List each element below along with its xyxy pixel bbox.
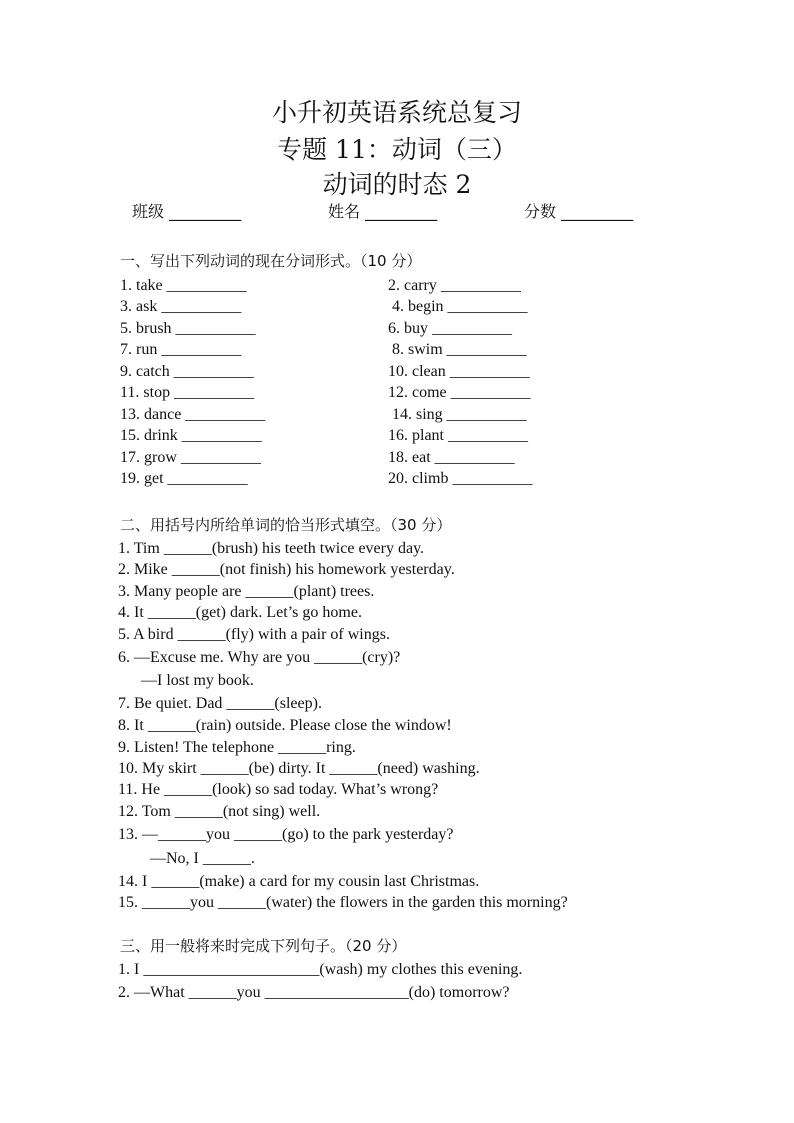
list-item[interactable]: 2. carry __________ xyxy=(388,277,521,294)
subtopic-title: 动词的时态 2 xyxy=(322,170,472,199)
name-field[interactable]: 姓名 _________ xyxy=(328,202,438,221)
list-item[interactable]: 3. Many people are ______(plant) trees. xyxy=(118,583,375,600)
section2-heading: 二、用括号内所给单词的恰当形式填空。（30 分） xyxy=(120,516,452,534)
list-item[interactable]: 9. catch __________ xyxy=(120,363,254,380)
list-item[interactable]: 11. He ______(look) so sad today. What’s wrong? xyxy=(118,781,439,798)
list-item[interactable]: 15. ______you ______(water) the flowers in the garden this morning? xyxy=(118,894,568,911)
list-item[interactable]: 13. dance __________ xyxy=(120,406,266,423)
section3-heading: 三、用一般将来时完成下列句子。（20 分） xyxy=(120,937,407,955)
list-item[interactable]: 7. run __________ xyxy=(120,341,242,358)
list-item: —I lost my book. xyxy=(141,672,254,689)
list-item[interactable]: 2. Mike ______(not finish) his homework yesterday. xyxy=(118,561,455,578)
list-item[interactable]: 8. It ______(rain) outside. Please close the window! xyxy=(118,717,452,734)
list-item[interactable]: 11. stop __________ xyxy=(120,384,255,401)
list-item[interactable]: 14. sing __________ xyxy=(388,406,527,423)
list-item[interactable]: 3. ask __________ xyxy=(120,298,242,315)
page-title: 小升初英语系统总复习 xyxy=(271,98,522,127)
list-item[interactable]: —No, I ______. xyxy=(150,850,255,867)
list-item[interactable]: 8. swim __________ xyxy=(388,341,527,358)
list-item[interactable]: 1. take __________ xyxy=(120,277,247,294)
list-item[interactable]: 4. begin __________ xyxy=(388,298,528,315)
list-item[interactable]: 18. eat __________ xyxy=(388,449,515,466)
list-item[interactable]: 12. come __________ xyxy=(388,384,531,401)
list-item[interactable]: 5. A bird ______(fly) with a pair of wings. xyxy=(118,626,390,643)
list-item[interactable]: 1. Tim ______(brush) his teeth twice every day. xyxy=(118,540,425,557)
list-item[interactable]: 17. grow __________ xyxy=(120,449,261,466)
class-field[interactable]: 班级 _________ xyxy=(132,202,242,221)
list-item[interactable]: 9. Listen! The telephone ______ring. xyxy=(118,739,356,756)
list-item[interactable]: 10. clean __________ xyxy=(388,363,530,380)
list-item[interactable]: 6. —Excuse me. Why are you ______(cry)? xyxy=(118,649,401,666)
list-item[interactable]: 13. —______you ______(go) to the park yesterday? xyxy=(118,826,454,843)
list-item[interactable]: 14. I ______(make) a card for my cousin last Christmas. xyxy=(118,873,480,890)
list-item[interactable]: 19. get __________ xyxy=(120,470,248,487)
section1-heading: 一、写出下列动词的现在分词形式。（10 分） xyxy=(120,252,422,270)
list-item[interactable]: 1. I ______________________(wash) my clothes this evening. xyxy=(118,961,523,978)
list-item[interactable]: 5. brush __________ xyxy=(120,320,256,337)
list-item[interactable]: 12. Tom ______(not sing) well. xyxy=(118,803,321,820)
list-item[interactable]: 20. climb __________ xyxy=(388,470,533,487)
list-item[interactable]: 4. It ______(get) dark. Let’s go home. xyxy=(118,604,362,621)
topic-title: 专题 11：动词（三） xyxy=(277,135,517,164)
list-item[interactable]: 16. plant __________ xyxy=(388,427,528,444)
list-item[interactable]: 6. buy __________ xyxy=(388,320,512,337)
list-item[interactable]: 15. drink __________ xyxy=(120,427,262,444)
list-item[interactable]: 10. My skirt ______(be) dirty. It ______(need) washing. xyxy=(118,760,480,777)
list-item[interactable]: 2. —What ______you __________________(do) tomorrow? xyxy=(118,984,510,1001)
score-field[interactable]: 分数 _________ xyxy=(524,202,634,221)
list-item[interactable]: 7. Be quiet. Dad ______(sleep). xyxy=(118,695,322,712)
